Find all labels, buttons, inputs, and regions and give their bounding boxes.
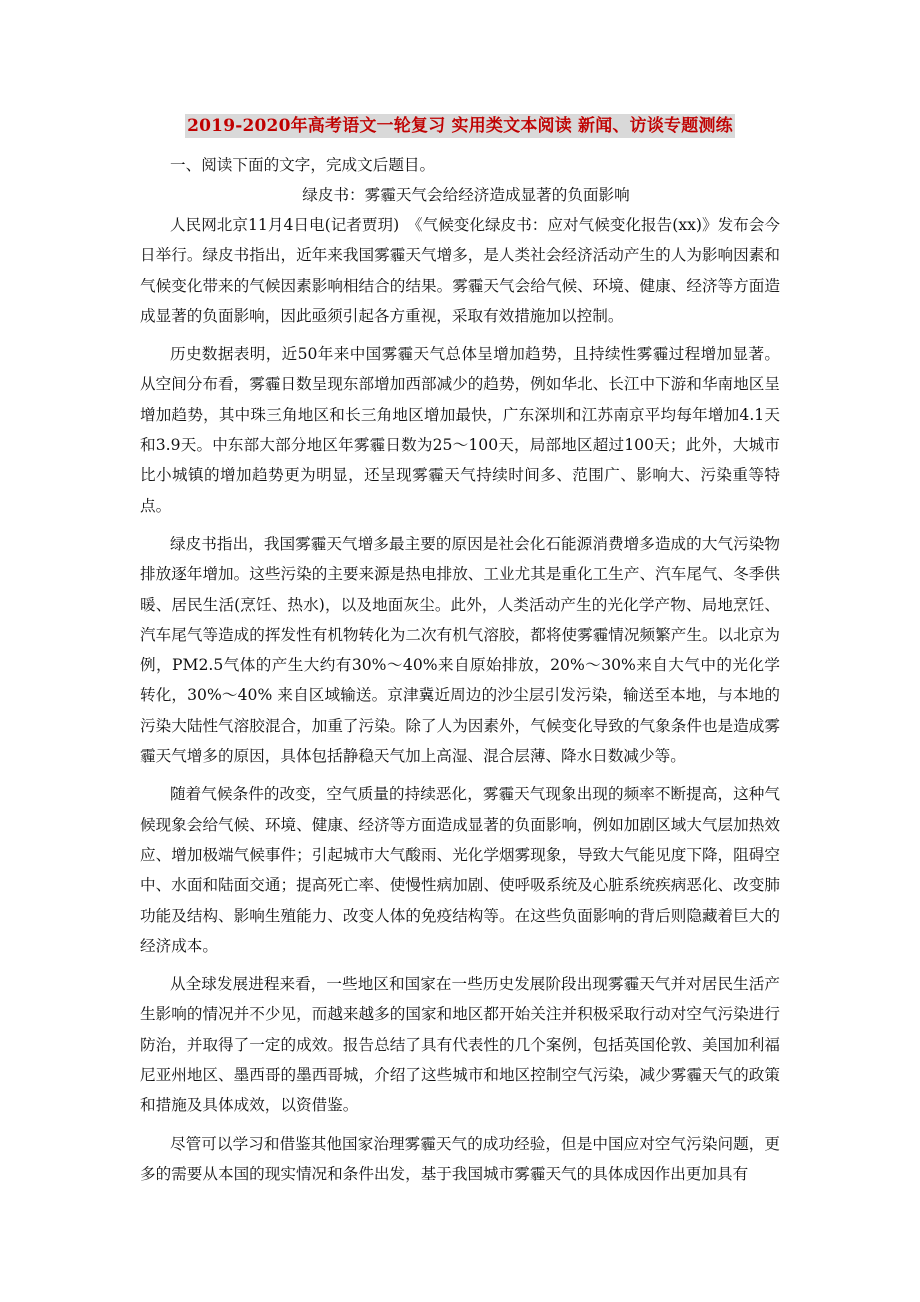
- paragraph-3: 绿皮书指出，我国雾霾天气增多最主要的原因是社会化石能源消费增多造成的大气污染物排放逐年增加。这些污染的主要来源是热电排放、工业尤其是重化工生产、汽车尾气、冬季供暖、居民生活(烹饪、热水)，以及地面灰尘。此外，人类活动产生的光化学产物、局地烹饪、汽车尾气等造成的挥发性有机物转化为二次有机气溶胶，都将使雾霾情况频繁产生。以北京为例，PM2.5气体的产生大约有30%～40%来自原始排放，20%～30%来自大气中的光化学转化，30%～40% 来自区域输送。京津冀近周边的沙尘层引发污染，输送至本地，与本地的污染大陆性气溶胶混合，加重了污染。除了人为因素外，气候变化导致的气象条件也是造成雾霾天气增多的原因，具体包括静稳天气加上高湿、混合层薄、降水日数减少等。: [140, 534, 780, 766]
- paragraph-1: 人民网北京11月4日电(记者贾玥) 《气候变化绿皮书：应对气候变化报告(xx)》发布会今日举行。绿皮书指出，近年来我国雾霾天气增多，是人类社会经济活动产生的人为影响因素和气候变化带来的气候因素影响相结合的结果。雾霾天气会给气候、环境、健康、经济等方面造成显著的负面影响，因此亟须引起各方重视，采取有效措施加以控制。: [140, 216, 780, 325]
- paragraph-6: 尽管可以学习和借鉴其他国家治理雾霾天气的成功经验，但是中国应对空气污染问题，更多的需要从本国的现实情况和条件出发，基于我国城市雾霾天气的具体成因作出更加具有: [140, 1134, 780, 1183]
- document-body: [0, 150, 920, 1189]
- reading-instruction: 一、阅读下面的文字，完成文后题目。: [170, 156, 436, 174]
- title-row: [0, 114, 920, 138]
- paragraph-5: 从全球发展进程来看，一些地区和国家在一些历史发展阶段出现雾霾天气并对居民生活产生影响的情况并不少见，而越来越多的国家和地区都开始关注并积极采取行动对空气污染进行防治，并取得了一定的成效。报告总结了具有代表性的几个案例，包括英国伦敦、美国加利福尼亚州地区、墨西哥的墨西哥城，介绍了这些城市和地区控制空气污染，减少雾霾天气的政策和措施及具体成效，以资借鉴。: [140, 975, 780, 1115]
- article-title: 绿皮书：雾霾天气会给经济造成显著的负面影响: [302, 186, 630, 204]
- paragraph-2: 历史数据表明，近50年来中国雾霾天气总体呈增加趋势，且持续性雾霾过程增加显著。从空间分布看，雾霾日数呈现东部增加西部减少的趋势，例如华北、长江中下游和华南地区呈增加趋势，其中珠三角地区和长三角地区增加最快，广东深圳和江苏南京平均每年增加4.1天和3.9天。中东部大部分地区年雾霾日数为25～100天，局部地区超过100天；此外，大城市比小城镇的增加趋势更为明显，还呈现雾霾天气持续时间多、范围广、影响大、污染重等特点。: [140, 345, 780, 515]
- paragraph-4: 随着气候条件的改变，空气质量的持续恶化，雾霾天气现象出现的频率不断提高，这种气候现象会给气候、环境、健康、经济等方面造成显著的负面影响，例如加剧区域大气层加热效应、增加极端气候事件；引起城市大气酸雨、光化学烟雾现象，导致大气能见度下降，阻碍空中、水面和陆面交通；提高死亡率、使慢性病加剧、使呼吸系统及心脏系统疾病恶化、改变肺功能及结构、影响生殖能力、改变人体的免疫结构等。在这些负面影响的背后则隐藏着巨大的经济成本。: [140, 785, 780, 955]
- document-title: 2019-2020年高考语文一轮复习 实用类文本阅读 新闻、访谈专题测练: [187, 116, 733, 136]
